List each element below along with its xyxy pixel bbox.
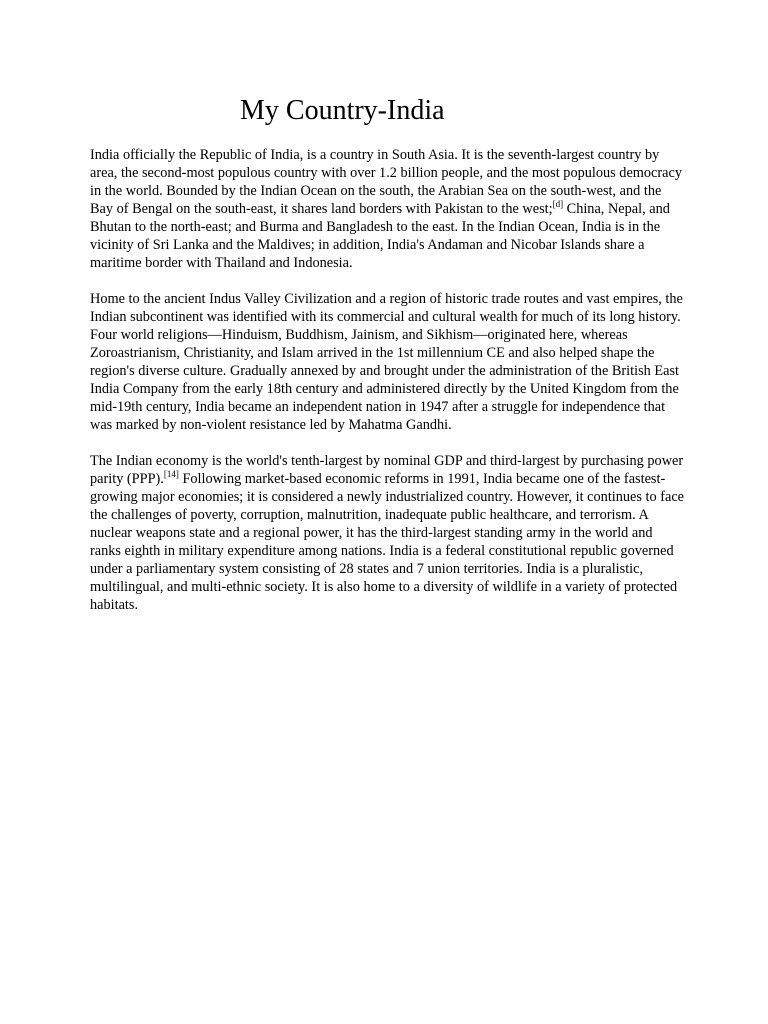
footnote-ref-d[interactable]: [d] <box>552 199 564 210</box>
paragraph-1 <box>90 146 686 272</box>
paragraph-2 <box>90 290 686 434</box>
paragraph-3-text-a: The Indian economy is the world's tenth-largest by nominal GDP and third-largest by purchasing power parity (PPP). <box>90 453 684 487</box>
footnote-ref-14[interactable]: [14] <box>163 469 179 480</box>
paragraph-2-text: Home to the ancient Indus Valley Civilization and a region of historic trade routes and vast empires, the Indian subcontinent was identified with its commercial and cultural wealth for much of its long history. Four world religions—Hinduism, Buddhism, Jainism, and Sikhism—originated here, whereas Zoroastrianism, Christianity, and Islam arrived in the 1st millennium CE and also helped shape the region's diverse culture. Gradually annexed by and brought under the administration of the British East India Company from the early 18th century and administered directly by the United Kingdom from the mid-19th century, India became an independent nation in 1947 after a struggle for independence that was marked by non-violent resistance led by Mahatma Gandhi. <box>90 291 683 433</box>
document-body <box>90 146 686 632</box>
paragraph-1-text-b: China, Nepal, and Bhutan to the north-east; and Burma and Bangladesh to the east. In the Indian Ocean, India is in the vicinity of Sri Lanka and the Maldives; in addition, India's Andaman and Nicobar Islands share a maritime border with Thailand and Indonesia. <box>90 201 670 271</box>
document-title: My Country-India <box>240 95 445 126</box>
paragraph-1-text-a: India officially the Republic of India, is a country in South Asia. It is the seventh-largest country by area, the second-most populous country with over 1.2 billion people, and the most populous democracy in the world. Bounded by the Indian Ocean on the south, the Arabian Sea on the south-west, and the Bay of Bengal on the south-east, it shares land borders with Pakistan to the west; <box>90 147 683 217</box>
paragraph-3-text-b: Following market-based economic reforms in 1991, India became one of the fastest-growing major economies; it is considered a newly industrialized country. However, it continues to face the challenges of poverty, corruption, malnutrition, inadequate public healthcare, and terrorism. A nuclear weapons state and a regional power, it has the third-largest standing army in the world and ranks eighth in military expenditure among nations. India is a federal constitutional republic governed under a parliamentary system consisting of 28 states and 7 union territories. India is a pluralistic, multilingual, and multi-ethnic society. It is also home to a diversity of wildlife in a variety of protected habitats. <box>90 471 685 613</box>
paragraph-3 <box>90 452 686 614</box>
